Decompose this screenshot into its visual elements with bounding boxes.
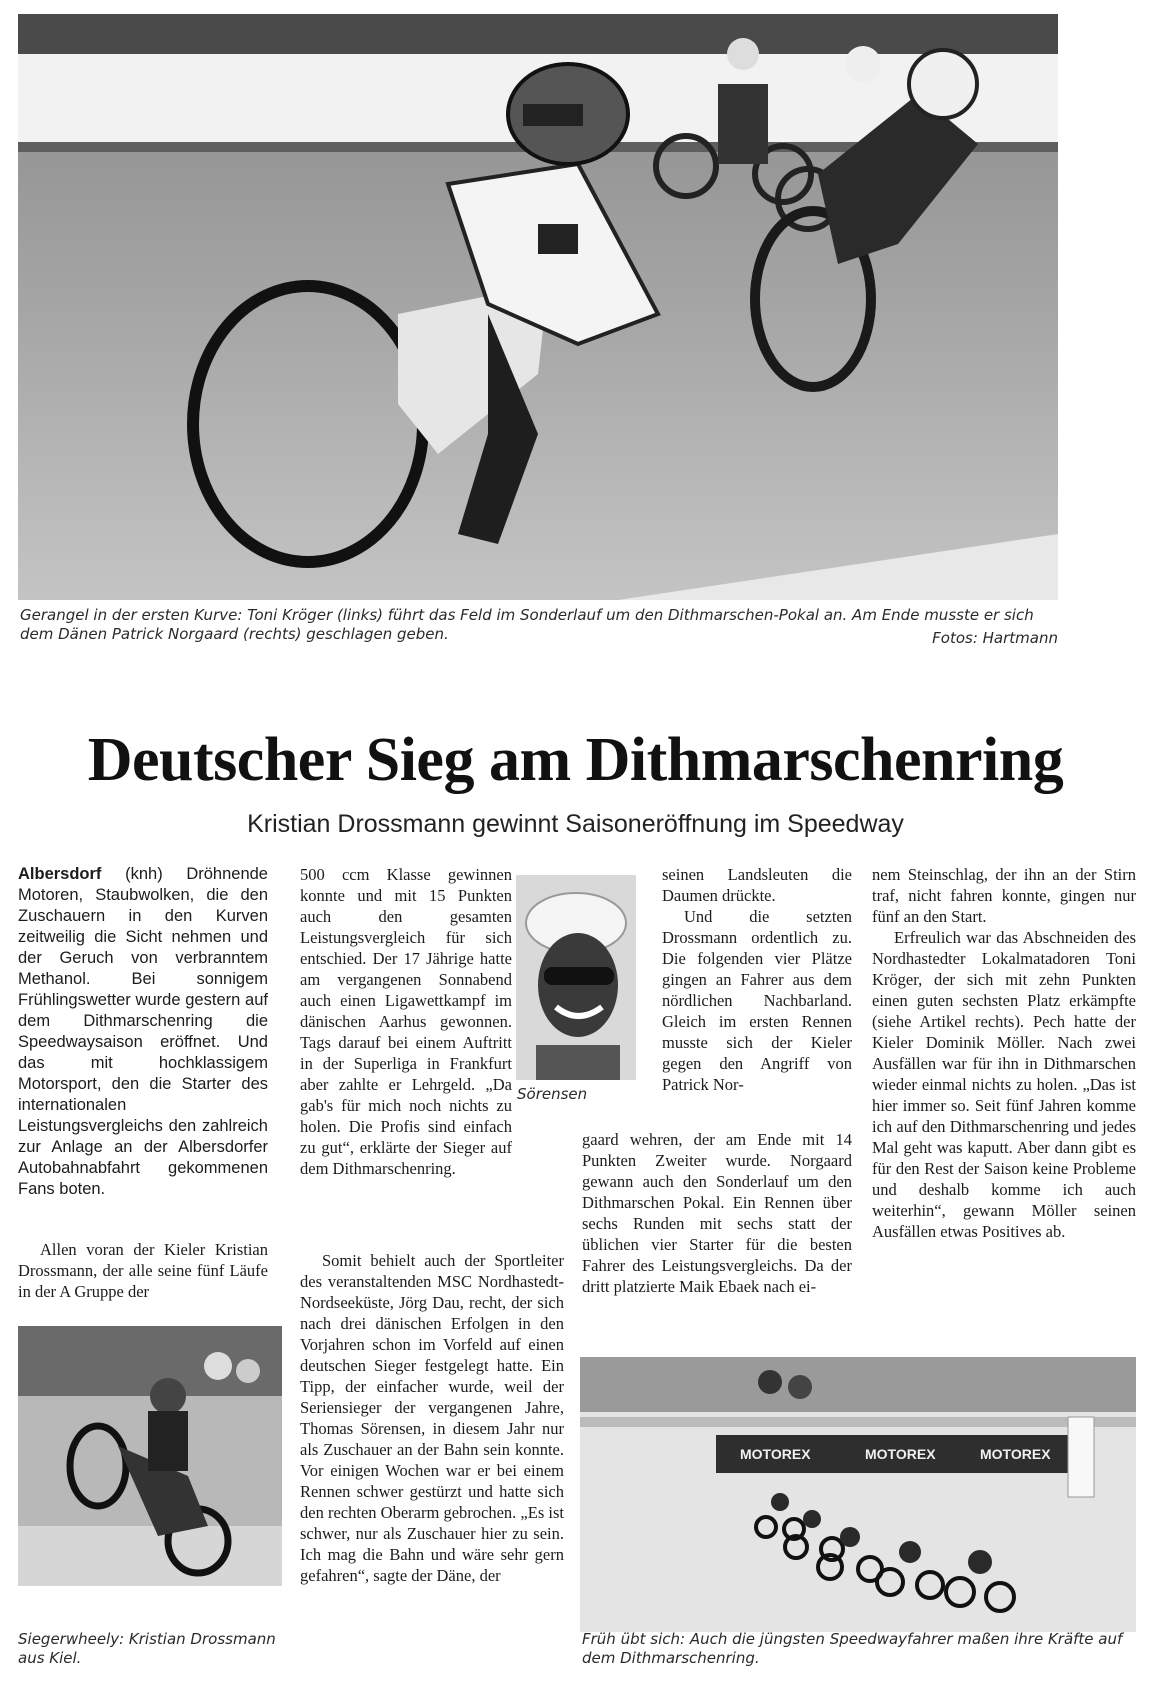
wheely-photo — [18, 1326, 282, 1586]
kids-race-photo — [580, 1357, 1136, 1632]
dateline: Albersdorf — [18, 865, 102, 883]
headline: Deutscher Sieg am Dithmarschenring — [87, 726, 1064, 794]
intro-paragraph: (knh) Dröhnende Motoren, Staubwolken, die den Zuschauern in den Kurven zeitweilig die Sicht nehmen und der Geruch von verbranntem Methanol. Bei sonnigem Frühlingswetter wurde gestern auf dem Dithmarschenring die Speedwaysaison eröffnet. Und das mit hochklassigem Motorsport, den die Starter des internationalen Leistungsvergleichs den zahlreich zur Anlage an der Albersdorfer Autobahnabfahrt gekommenen Fans boten. — [18, 865, 268, 1198]
paragraph: seinen Landsleuten die Daumen drückte. — [662, 865, 852, 905]
wheely-caption: Siegerwheely: Kristian Drossmann aus Kiel. — [18, 1630, 276, 1667]
kids-photo-caption: Früh übt sich: Auch die jüngsten Speedwayfahrer maßen ihre Kräfte auf dem Dithmarschenring. — [582, 1630, 1123, 1667]
banner-text: MOTOREX — [740, 1446, 811, 1462]
article-column-2 — [300, 864, 512, 1179]
banner-text: MOTOREX — [865, 1446, 936, 1462]
article-column-3-wide — [582, 1129, 852, 1297]
portrait-caption: Sörensen — [517, 1085, 588, 1103]
article-column-1-continued — [18, 1239, 268, 1302]
paragraph: 500 ccm Klasse gewinnen konnte und mit 15 Punkten auch den gesamten Leistungsvergleich für sich entschied. Der 17 Jährige hatte am vergangenen Sonnabend auch einen Ligawettkampf im dänischen Aarhus gewonnen. Tags darauf bei einem Auftritt in der Superliga in Frankfurt aber zahlte er Lehrgeld. „Da gab's für mich noch nichts zu holen. Die Profis sind einfach zu gut“, erklärte der Sieger auf dem Dithmarschenring. — [300, 865, 512, 1178]
top-race-photo — [18, 14, 1058, 600]
paragraph: Erfreulich war das Abschneiden des Nordhastedter Lokalmatadoren Toni Kröger, der sich mit zehn Punkten einen guten sechsten Platz erkämpfte (siehe Artikel rechts). Pech hatte der Kieler Dominik Möller. Nach zwei Ausfällen war für ihn in Dithmarschen wieder einmal nichts zu holen. „Das ist hier immer so. Seit fünf Jahren komme ich auf den Dithmarschenring und jedes Mal geht was kaputt. Aber dann gibt es für den Rest der Saison keine Probleme und deshalb komme ich auch weiterhin“, gewann Möller seinen Ausfällen etwas Positives ab. — [872, 928, 1136, 1241]
article-column-4 — [872, 864, 1136, 1242]
paragraph: Somit behielt auch der Sportleiter des veranstaltenden MSC Nordhastedt-Nordseeküste, Jörg Dau, recht, der sich nach drei dänischen Erfolgen in den Vorjahren schon im Vorfeld auf einen deutschen Sieger festgelegt hatte. Ein Tipp, der einfacher wurde, weil der Seriensieger der vergangenen Jahre, Thomas Sörensen, in diesem Jahr nur als Zuschauer an der Bahn sein konnte. Vor einigen Wochen war er bei einem Rennen schwer gestürzt und hatte sich den rechten Oberarm gebrochen. „Es ist schwer, nur als Zuschauer hier zu sein. Ich mag die Bahn und wäre sehr gern gefahren“, sagte der Däne, der — [300, 1251, 564, 1585]
article-column-3 — [662, 864, 852, 1095]
banner-text: MOTOREX — [980, 1446, 1051, 1462]
top-photo-caption: Gerangel in der ersten Kurve: Toni Kröger (links) führt das Feld im Sonderlauf um den Dithmarschen-Pokal an. Am Ende musste er sich dem Dänen Patrick Norgaard (rechts) geschlagen geben. — [20, 606, 1034, 643]
paragraph: gaard wehren, der am Ende mit 14 Punkten Zweiter wurde. Norgaard gewann auch den Sonderlauf um den Dithmarschen Pokal. Ein Rennen über sechs Runden mit sechs statt der üblichen vier Starter für die besten Fahrer des Leistungsvergleichs. Da der dritt platzierte Maik Ebaek nach ei- — [582, 1130, 852, 1296]
paragraph: Allen voran der Kieler Kristian Drossmann, der alle seine fünf Läufe in der A Gruppe der — [18, 1240, 268, 1301]
subheadline: Kristian Drossmann gewinnt Saisoneröffnung im Speedway — [247, 810, 904, 838]
article-column-1 — [18, 864, 268, 1200]
paragraph: nem Steinschlag, der ihn an der Stirn traf, nicht fahren konnte, gingen nur fünf an den Start. — [872, 865, 1136, 926]
photo-credit: Fotos: Hartmann — [932, 629, 1058, 647]
article-column-2-continued — [300, 1250, 564, 1586]
paragraph: Und die setzten Drossmann ordentlich zu. Die folgenden vier Plätze gingen an Fahrer aus dem nördlichen Nachbarland. Gleich im ersten Rennen musste sich der Kieler gegen den Angriff von Patrick Nor- — [662, 907, 852, 1094]
portrait-photo — [516, 875, 636, 1080]
